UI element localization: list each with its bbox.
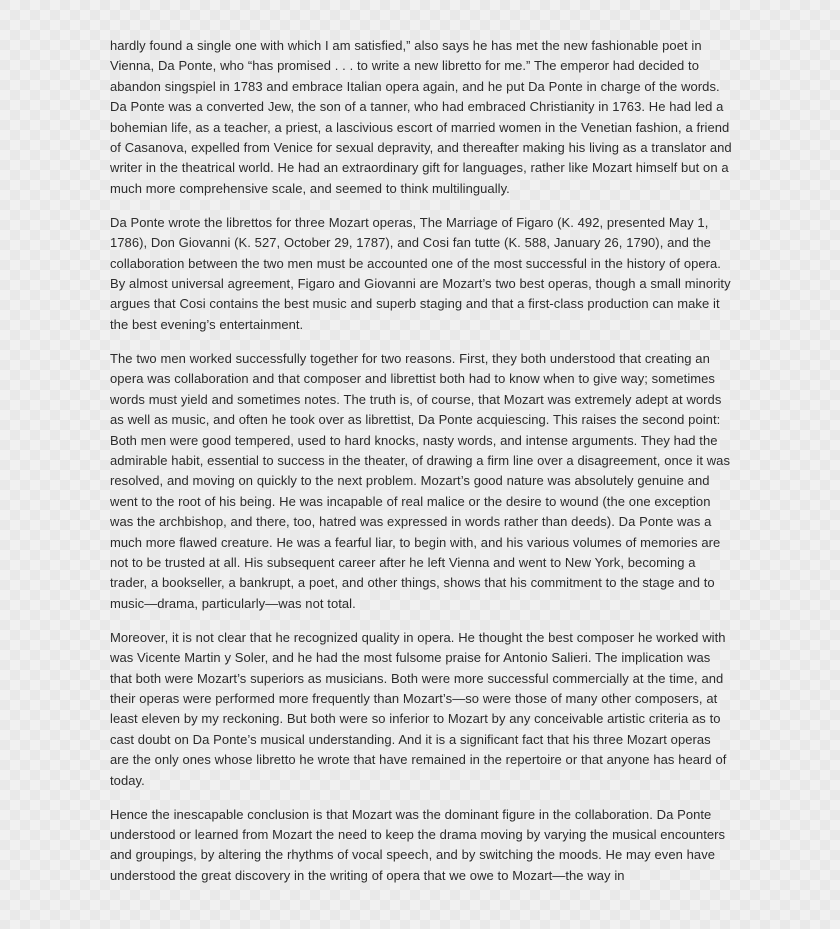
paragraph: Moreover, it is not clear that he recognized quality in opera. He thought the best composer he worked with was Vicente Martin y Soler, and he had the most fulsome praise for Antonio Salieri. The implication was that both were Mozart’s superiors as musicians. Both were more successful commercially at the time, and their operas were performed more frequently than Mozart’s—so were those of many other composers, at least eleven by my reckoning. But both were so inferior to Mozart by any conceivable artistic criteria as to cast doubt on Da Ponte’s musical understanding. And it is a significant fact that his three Mozart operas are the only ones whose libretto he wrote that have remained in the repertoire or that anyone has heard of today. <box>110 629 727 788</box>
paragraph: Da Ponte wrote the librettos for three Mozart operas, The Marriage of Figaro (K. 492, presented May 1, 1786), Don Giovanni (K. 527, October 29, 1787), and Cosi fan tutte (K. 588, January 26, 1790), and the collaboration between the two men must be accounted one of the most successful in the history of opera. By almost universal agreement, Figaro and Giovanni are Mozart’s two best operas, though a small minority argues that Cosi contains the best music and superb staging and that a first-class production can make it the best evening’s entertainment. <box>110 214 731 332</box>
paragraph: The two men worked successfully together for two reasons. First, they both understood that creating an opera was collaboration and that composer and librettist both had to know when to give way; sometimes words must yield and sometimes notes. The truth is, of course, that Mozart was extremely adept at words as well as music, and often he took over as librettist, Da Ponte acquiescing. This raises the second point: Both men were good tempered, used to hard knocks, nasty words, and intense arguments. They had the admirable habit, essential to success in the theater, of drawing a firm line over a disagreement, once it was resolved, and moving on quickly to the next problem. Mozart’s good nature was absolutely genuine and went to the root of his being. He was incapable of real malice or the desire to wound (the one exception was the archbishop, and there, too, hatred was expressed in words rather than deeds). Da Ponte was a much more flawed creature. He was a fearful liar, to begin with, and his various volumes of memories are not to be trusted at all. His subsequent career after he left Vienna and went to New York, becoming a trader, a bookseller, a bankrupt, a poet, and other things, shows that his commitment to the stage and to music—drama, particularly—was not total. <box>110 350 731 611</box>
paragraph: hardly found a single one with which I am satisfied,” also says he has met the new fashionable poet in Vienna, Da Ponte, who “has promised . . . to write a new libretto for me.” The emperor had decided to abandon singspiel in 1783 and embrace Italian opera again, and he put Da Ponte in charge of the words. Da Ponte was a converted Jew, the son of a tanner, who had embraced Christianity in 1763. He had led a bohemian life, as a teacher, a priest, a lascivious escort of married women in the Venetian fashion, a friend of Casanova, expelled from Venice for sexual depravity, and thereafter making his living as a translator and writer in the theatrical world. He had an extraordinary gift for languages, rather like Mozart himself but on a much more comprehensive scale, and seemed to think multilingually. <box>110 38 732 196</box>
document-page <box>110 36 732 900</box>
paragraph: Hence the inescapable conclusion is that Mozart was the dominant figure in the collaboration. Da Ponte understood or learned from Mozart the need to keep the drama moving by varying the musical encounters and groupings, by altering the rhythms of vocal speech, and by switching the moods. He may even have understood the great discovery in the writing of opera that we owe to Mozart—the way in <box>110 806 726 883</box>
